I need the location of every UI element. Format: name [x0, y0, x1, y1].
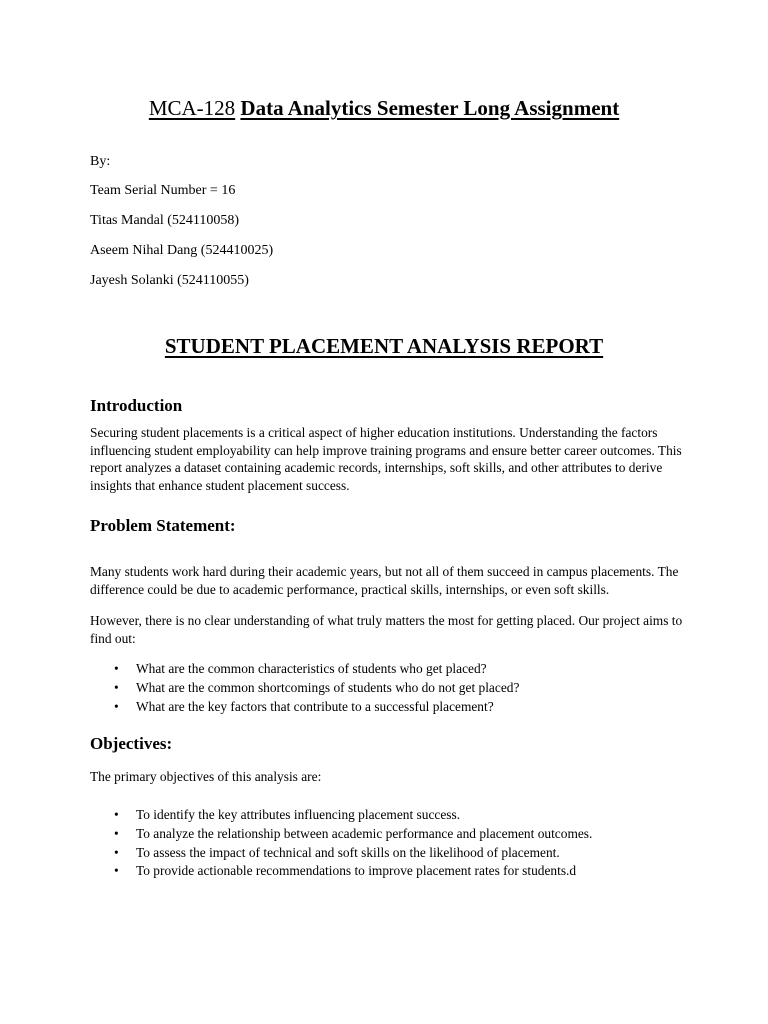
list-item: • What are the common characteristics of students who get placed?: [90, 660, 688, 679]
problem-statement-heading: Problem Statement:: [90, 516, 236, 535]
team-serial: Team Serial Number = 16: [90, 183, 236, 198]
list-item: • To assess the impact of technical and soft skills on the likelihood of placement.: [90, 844, 688, 863]
report-title-text: STUDENT PLACEMENT ANALYSIS REPORT: [164, 334, 604, 358]
list-item: • To provide actionable recommendations to improve placement rates for students.d: [90, 862, 688, 881]
objectives-heading: Objectives:: [90, 734, 173, 753]
team-member: Aseem Nihal Dang (524410025): [90, 243, 274, 258]
team-member: Titas Mandal (524110058): [90, 213, 240, 228]
objectives-list: [90, 806, 688, 881]
team-member: Jayesh Solanki (524110055): [90, 273, 249, 288]
course-code: MCA-128: [148, 96, 236, 120]
document-title: [0, 94, 768, 122]
introduction-heading: Introduction: [90, 396, 183, 415]
problem-questions-list: [90, 660, 688, 716]
problem-paragraph-2: However, there is no clear understanding of what truly matters the most for getting placed. Our project aims to find out:: [90, 613, 683, 646]
list-item: • To analyze the relationship between academic performance and placement outcomes.: [90, 825, 688, 844]
report-title: [0, 333, 768, 359]
problem-paragraph-1: Many students work hard during their academic years, but not all of them succeed in campus placements. The difference could be due to academic performance, practical skills, internships, or even soft skills.: [90, 564, 679, 597]
by-label: By:: [90, 154, 111, 169]
assignment-title: Data Analytics Semester Long Assignment: [240, 96, 620, 120]
list-item: • To identify the key attributes influencing placement success.: [90, 806, 688, 825]
introduction-text: Securing student placements is a critical aspect of higher education institutions. Understanding the factors influencing student employability can help improve training programs and ensure better career outcomes. This report analyzes a dataset containing academic records, internships, soft skills, and other attributes to derive insights that enhance student placement success.: [90, 425, 682, 493]
list-item: • What are the common shortcomings of students who do not get placed?: [90, 679, 688, 698]
list-item: • What are the key factors that contribute to a successful placement?: [90, 698, 688, 717]
objectives-intro: The primary objectives of this analysis are:: [90, 769, 322, 784]
